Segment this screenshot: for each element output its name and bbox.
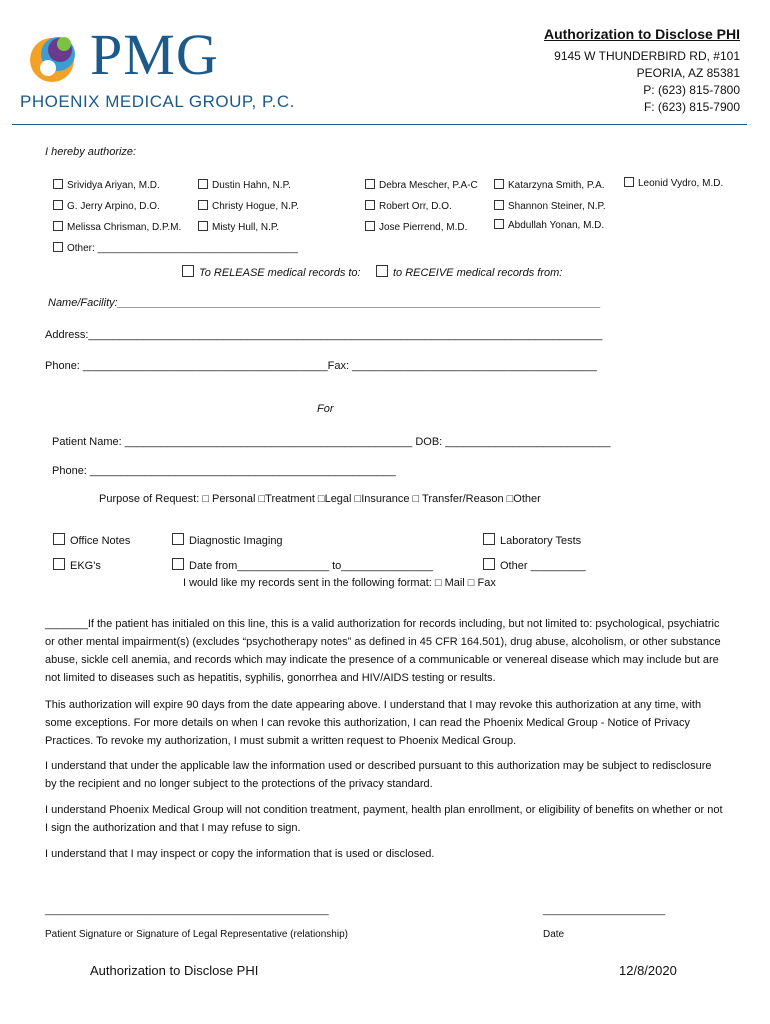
redisclosure-paragraph: I understand that under the applicable law the information used or described pursuant to this authorization may be subject to redisclosure by the recipient and no longer subject to the protections of the privacy standard. [45, 760, 712, 790]
receive-option[interactable]: to RECEIVE medical records from: [376, 265, 562, 279]
date-line[interactable]: ______________________ [543, 905, 666, 916]
checkbox-icon[interactable] [494, 219, 504, 229]
sensitive-records-paragraph: _______If the patient has initialed on this line, this is a valid authorization for records including, but not limited to: psychological, psychiatric or other mental impairment(s) (excludes “psychotherapy notes” as defined in 45 CFR 164.501), drug abuse, alcoholism, or other substance abuse, sickle cell anemia, and records which may indicate the presence of a communicable or venereal disease which may include but are not limited to diseases such as hepatitis, syphilis, gonorrhea and HIV/AIDS testing or results. [45, 618, 721, 684]
checkbox-icon[interactable] [53, 179, 63, 189]
checkbox-icon[interactable] [182, 265, 194, 277]
logo-swirl-icon [18, 22, 88, 92]
form-title: Authorization to Disclose PHI [543, 26, 740, 42]
logo-abbreviation: PMG [90, 22, 219, 87]
provider-option[interactable]: Leonid Vydro, M.D. [624, 177, 723, 189]
checkbox-icon[interactable] [365, 221, 375, 231]
inspect-copy-paragraph: I understand that I may inspect or copy the information that is used or disclosed. [45, 848, 435, 860]
footer-date: 12/8/2020 [619, 963, 677, 978]
authorize-label: I hereby authorize: [45, 146, 137, 158]
checkbox-icon[interactable] [624, 177, 634, 187]
delivery-format[interactable]: I would like my records sent in the following format: □ Mail □ Fax [183, 577, 496, 589]
header-fax: F: (623) 815-7900 [643, 100, 740, 114]
checkbox-icon[interactable] [53, 533, 65, 545]
checkbox-icon[interactable] [483, 533, 495, 545]
checkbox-icon[interactable] [198, 179, 208, 189]
checkbox-icon[interactable] [365, 200, 375, 210]
patient-name-dob-field[interactable]: Patient Name: _______________________________________________ DOB: ___________________________ [52, 436, 611, 448]
checkbox-icon[interactable] [53, 558, 65, 570]
signature-label: Patient Signature or Signature of Legal Representative (relationship) [45, 929, 348, 940]
logo-company-name: PHOENIX MEDICAL GROUP, P.C. [20, 92, 295, 111]
date-label: Date [543, 929, 565, 940]
other-records-option[interactable]: Other _________ [483, 558, 586, 572]
header-address: 9145 W THUNDERBIRD RD, #101 [554, 49, 740, 63]
checkbox-icon[interactable] [494, 179, 504, 189]
header-city: PEORIA, AZ 85381 [636, 66, 740, 80]
checkbox-icon[interactable] [483, 558, 495, 570]
header-phone: P: (623) 815-7800 [643, 83, 740, 97]
for-label: For [317, 403, 334, 415]
patient-phone-field[interactable]: Phone: __________________________________________________ [52, 465, 396, 477]
provider-option[interactable]: Katarzyna Smith, P.A. [494, 179, 605, 191]
laboratory-tests-option[interactable]: Laboratory Tests [483, 533, 581, 547]
checkbox-icon[interactable] [172, 533, 184, 545]
provider-option[interactable]: Shannon Steiner, N.P. [494, 200, 606, 212]
no-condition-paragraph: I understand Phoenix Medical Group will not condition treatment, payment, health plan enrollment, or eligibility of benefits on whether or not I sign the authorization and that I may refuse to sign. [45, 804, 723, 834]
ekg-option[interactable]: EKG's [53, 558, 101, 572]
provider-option[interactable]: Debra Mescher, P.A-C [365, 179, 478, 191]
provider-option[interactable]: G. Jerry Arpino, D.O. [53, 200, 160, 212]
name-facility-field[interactable]: Name/Facility:_______________________________________________________________________________ [48, 297, 601, 309]
footer-title: Authorization to Disclose PHI [90, 963, 259, 978]
checkbox-icon[interactable] [172, 558, 184, 570]
checkbox-icon[interactable] [365, 179, 375, 189]
checkbox-icon[interactable] [53, 242, 63, 252]
checkbox-icon[interactable] [198, 221, 208, 231]
provider-option[interactable]: Dustin Hahn, N.P. [198, 179, 291, 191]
provider-other-field[interactable]: Other: ____________________________________ [53, 242, 298, 254]
date-range-option[interactable]: Date from_______________ to_______________ [172, 558, 433, 572]
checkbox-icon[interactable] [198, 200, 208, 210]
provider-option[interactable]: Melissa Chrisman, D.P.M. [53, 221, 181, 233]
provider-option[interactable]: Jose Pierrend, M.D. [365, 221, 467, 233]
release-option[interactable]: To RELEASE medical records to: [182, 265, 361, 279]
provider-option[interactable]: Christy Hogue, N.P. [198, 200, 299, 212]
checkbox-icon[interactable] [494, 200, 504, 210]
provider-option[interactable]: Misty Hull, N.P. [198, 221, 279, 233]
purpose-of-request[interactable]: Purpose of Request: □ Personal □Treatment □Legal □Insurance □ Transfer/Reason □Other [99, 493, 541, 505]
company-logo [18, 22, 295, 122]
provider-option[interactable]: Srividya Ariyan, M.D. [53, 179, 160, 191]
signature-line[interactable]: ___________________________________________________ [45, 905, 329, 916]
expiration-paragraph: This authorization will expire 90 days from the date appearing above. I understand that I may revoke this authorization at any time, with some exceptions. For more details on when I can revoke this authorization, I can read the Phoenix Medical Group - Notice of Privacy Practices. To revoke my authorization, I must submit a written request to Phoenix Medical Group. [45, 699, 702, 747]
address-field[interactable]: Address:____________________________________________________________________________________ [45, 329, 603, 341]
provider-option[interactable]: Robert Orr, D.O. [365, 200, 452, 212]
provider-option[interactable]: Abdullah Yonan, M.D. [494, 219, 604, 231]
checkbox-icon[interactable] [53, 200, 63, 210]
header-divider [12, 124, 747, 125]
diagnostic-imaging-option[interactable]: Diagnostic Imaging [172, 533, 283, 547]
phone-fax-field[interactable]: Phone: ________________________________________Fax: ________________________________________ [45, 360, 597, 372]
checkbox-icon[interactable] [376, 265, 388, 277]
checkbox-icon[interactable] [53, 221, 63, 231]
office-notes-option[interactable]: Office Notes [53, 533, 130, 547]
